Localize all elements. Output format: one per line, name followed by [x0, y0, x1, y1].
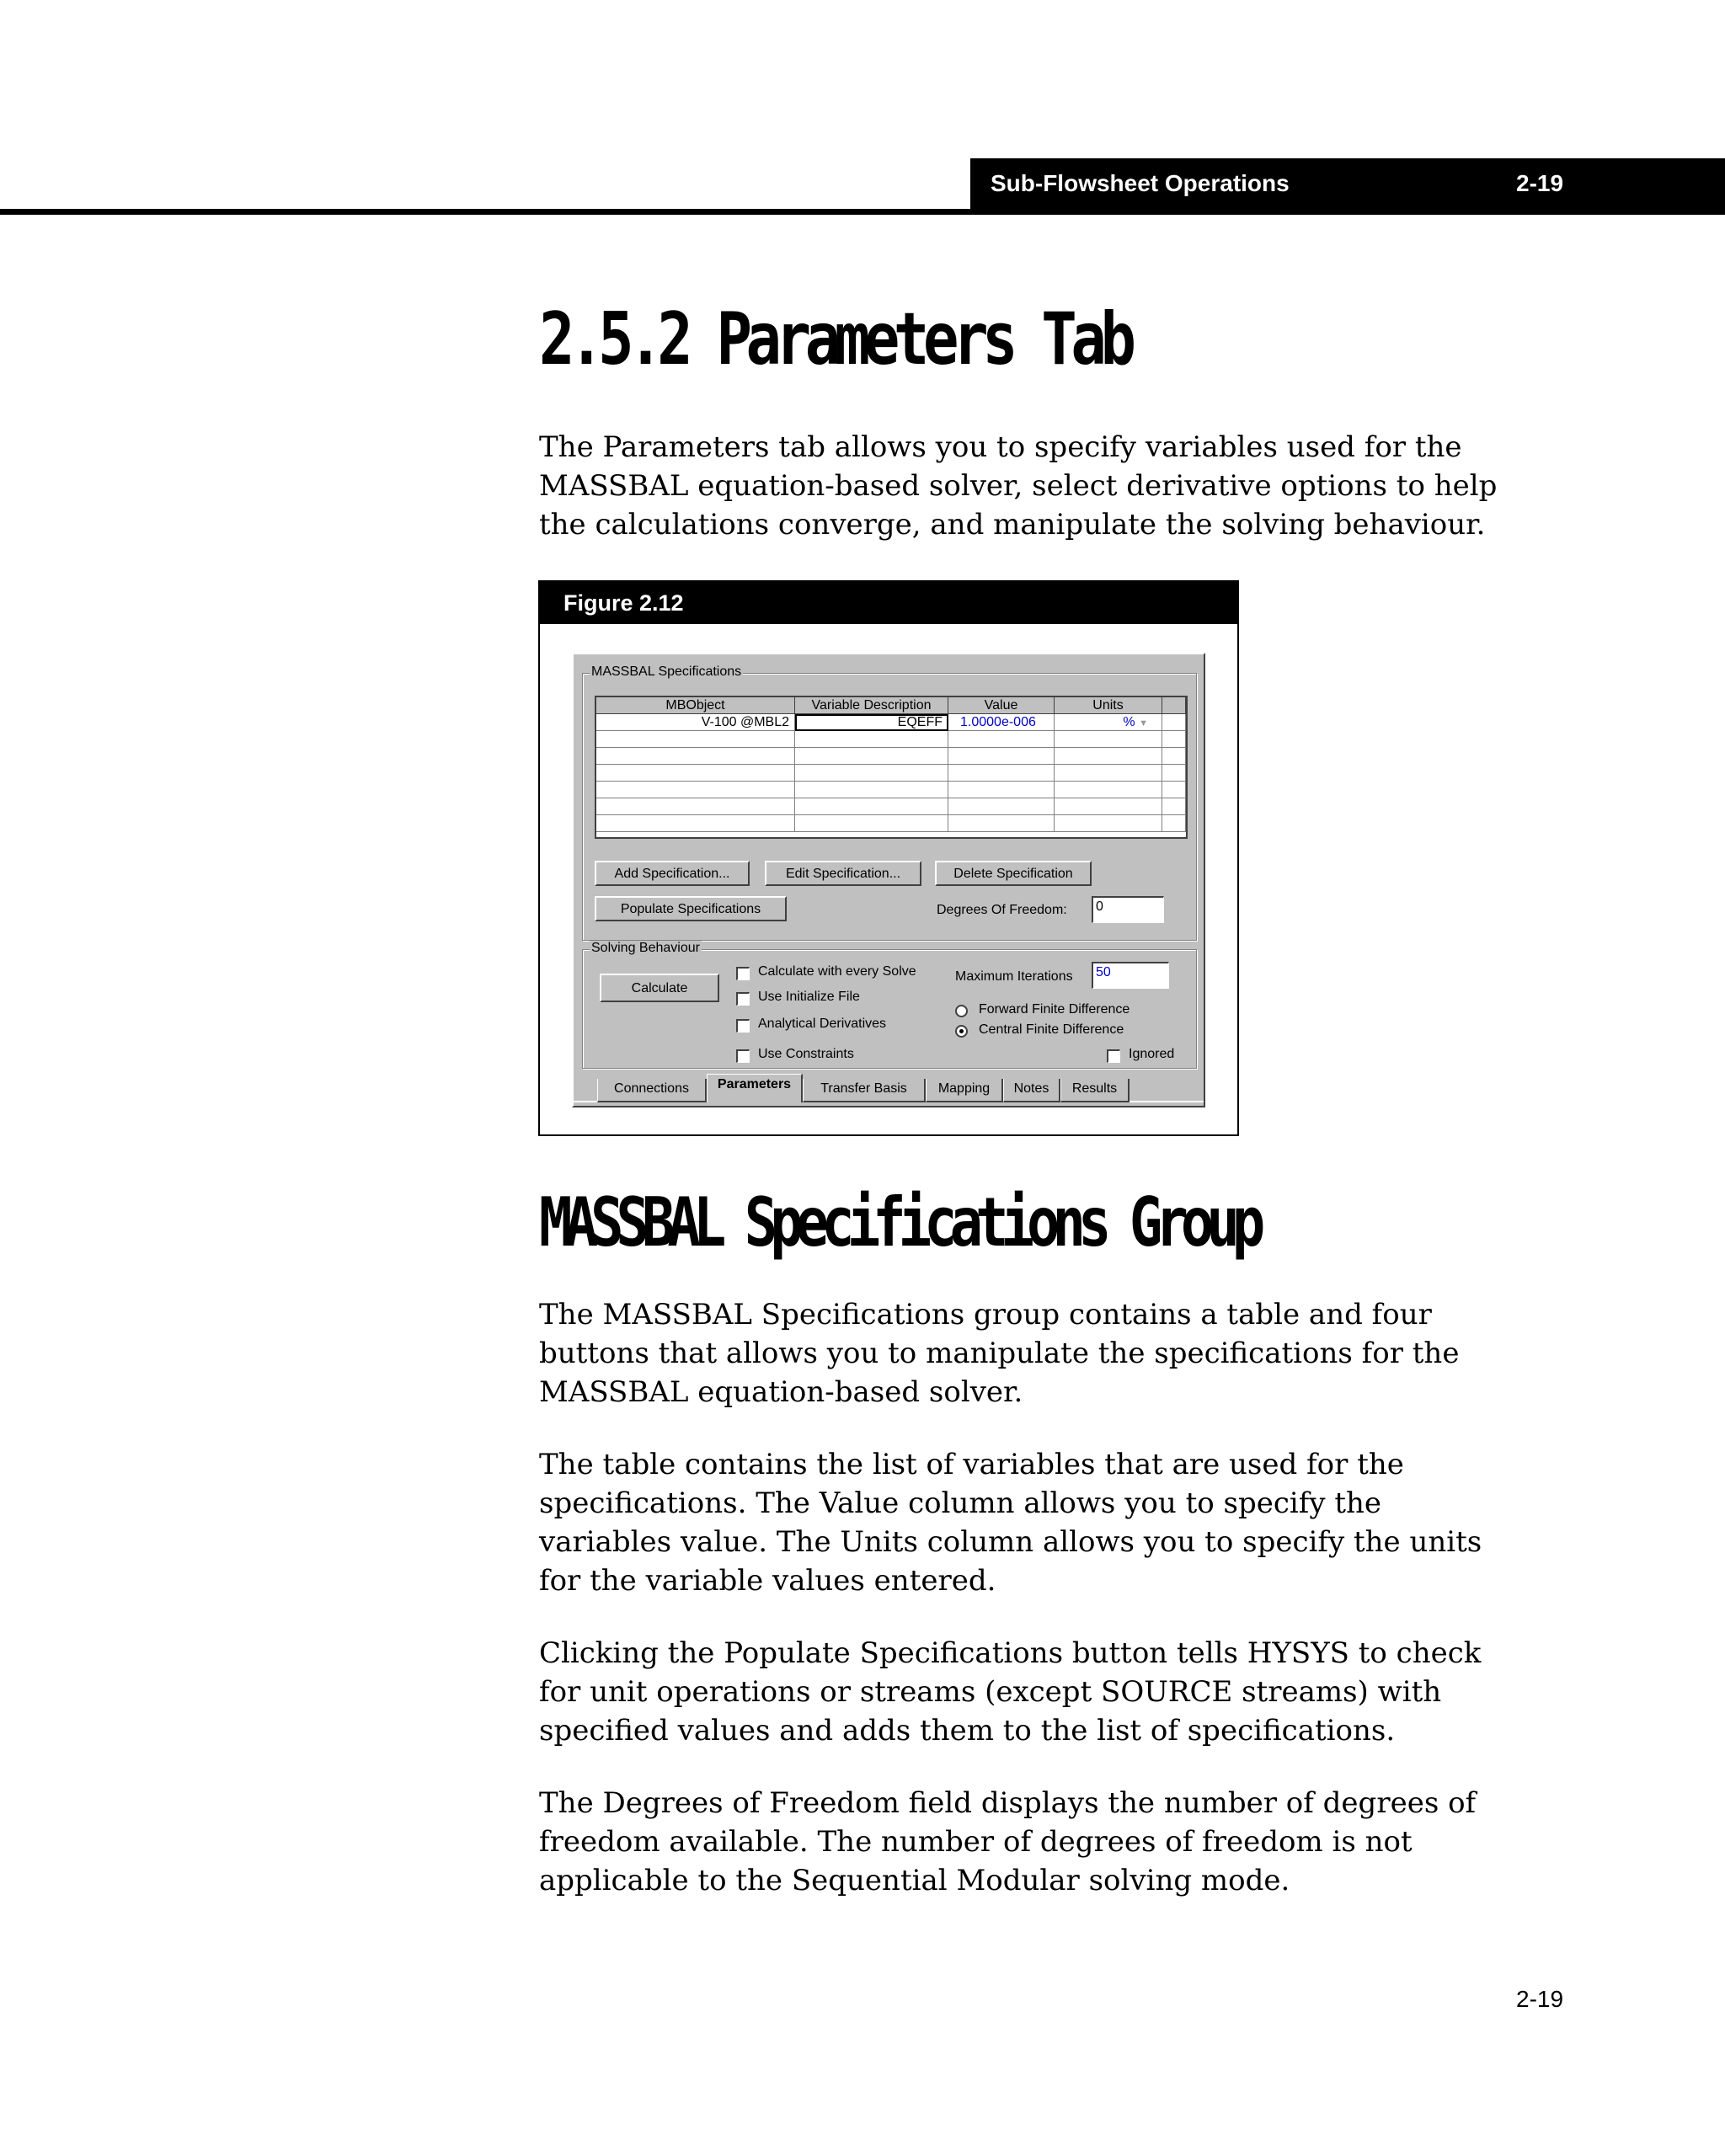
- calculate-every-solve-label: Calculate with every Solve: [758, 964, 916, 979]
- use-initialize-file-label: Use Initialize File: [758, 990, 860, 1004]
- empty-cell[interactable]: [795, 798, 948, 815]
- running-header: [970, 158, 1725, 211]
- empty-cell[interactable]: [1055, 798, 1162, 815]
- col-header-units[interactable]: Units: [1055, 697, 1162, 714]
- empty-cell[interactable]: [1055, 731, 1162, 748]
- central-difference-label: Central Finite Difference: [979, 1022, 1124, 1037]
- header-rule: [0, 209, 1725, 215]
- empty-cell[interactable]: [948, 765, 1055, 782]
- use-initialize-file-checkbox[interactable]: [736, 992, 750, 1006]
- empty-cell[interactable]: [948, 782, 1055, 798]
- footer-page-number: 2-19: [1516, 1986, 1564, 2012]
- empty-cell[interactable]: [1055, 782, 1162, 798]
- cell-blank: [1162, 714, 1186, 731]
- figure-2-12: [538, 580, 1239, 1136]
- tab-connections[interactable]: Connections: [597, 1079, 707, 1102]
- populate-specifications-button[interactable]: Populate Specifications: [595, 896, 787, 921]
- central-difference-radio[interactable]: [955, 1025, 968, 1038]
- empty-cell[interactable]: [596, 765, 795, 782]
- empty-cell[interactable]: [596, 782, 795, 798]
- degrees-of-freedom-label: Degrees Of Freedom:: [937, 903, 1067, 917]
- massbal-specifications-group: [582, 664, 1197, 941]
- group-legend: MASSBAL Specifications: [591, 664, 742, 679]
- empty-cell[interactable]: [596, 798, 795, 815]
- empty-cell[interactable]: [948, 731, 1055, 748]
- figure-caption-text: Figure 2.12: [563, 590, 684, 616]
- forward-difference-radio[interactable]: [955, 1005, 968, 1017]
- maximum-iterations-label: Maximum Iterations: [955, 969, 1073, 984]
- section-title: 2.5.2 Parameters Tab: [539, 297, 1130, 382]
- analytical-derivatives-checkbox[interactable]: [736, 1019, 750, 1033]
- tab-results[interactable]: Results: [1060, 1079, 1130, 1102]
- empty-cell: [1162, 765, 1186, 782]
- empty-cell[interactable]: [1055, 748, 1162, 765]
- empty-cell[interactable]: [795, 782, 948, 798]
- maximum-iterations-field[interactable]: 50: [1092, 962, 1169, 989]
- cell-variable[interactable]: EQEFF: [795, 714, 948, 731]
- empty-cell[interactable]: [596, 815, 795, 832]
- dropdown-arrow-icon[interactable]: ▼: [1139, 718, 1148, 728]
- delete-specification-button[interactable]: Delete Specification: [935, 861, 1092, 886]
- analytical-derivatives-label: Analytical Derivatives: [758, 1017, 887, 1031]
- header-page-number: 2-19: [1516, 170, 1564, 196]
- specifications-table[interactable]: [595, 696, 1188, 839]
- col-header-value[interactable]: Value: [948, 697, 1055, 714]
- body-paragraph: The Degrees of Freedom field displays the number of degrees of freedom available. The number of degrees of freedom is not applicable to the Sequential Modular solving mode.: [539, 1786, 1477, 1897]
- empty-cell: [1162, 748, 1186, 765]
- parameters-dialog: [572, 653, 1205, 1107]
- tab-strip: [574, 1074, 1204, 1106]
- cell-object[interactable]: V-100 @MBL2: [596, 714, 795, 731]
- empty-cell: [1162, 798, 1186, 815]
- empty-cell[interactable]: [795, 748, 948, 765]
- empty-cell[interactable]: [596, 731, 795, 748]
- empty-cell[interactable]: [948, 748, 1055, 765]
- col-header-blank: [1162, 697, 1186, 714]
- degrees-of-freedom-field: 0: [1092, 896, 1164, 923]
- empty-cell[interactable]: [1055, 765, 1162, 782]
- use-constraints-label: Use Constraints: [758, 1047, 854, 1061]
- ignored-label: Ignored: [1129, 1047, 1175, 1061]
- empty-cell[interactable]: [795, 731, 948, 748]
- group-title: MASSBAL Specifications Group: [539, 1183, 1258, 1262]
- calculate-every-solve-checkbox[interactable]: [736, 967, 750, 980]
- col-header-variable[interactable]: Variable Description: [795, 697, 948, 714]
- forward-difference-label: Forward Finite Difference: [979, 1002, 1130, 1017]
- group-legend: Solving Behaviour: [591, 941, 700, 955]
- figure-caption: [540, 582, 1237, 624]
- calculate-button[interactable]: Calculate: [600, 974, 719, 1002]
- cell-value[interactable]: 1.0000e-006: [948, 714, 1055, 731]
- tab-notes[interactable]: Notes: [1003, 1079, 1060, 1102]
- tab-mapping[interactable]: Mapping: [926, 1079, 1003, 1102]
- cell-units[interactable]: [1055, 714, 1162, 731]
- cell-units-text: %: [1123, 715, 1135, 729]
- tab-transfer-basis[interactable]: Transfer Basis: [803, 1079, 926, 1102]
- edit-specification-button[interactable]: Edit Specification...: [765, 861, 921, 886]
- solving-behaviour-group: [582, 941, 1197, 1069]
- empty-cell[interactable]: [948, 815, 1055, 832]
- empty-cell[interactable]: [596, 748, 795, 765]
- empty-cell[interactable]: [795, 815, 948, 832]
- add-specification-button[interactable]: Add Specification...: [595, 861, 750, 886]
- empty-cell: [1162, 731, 1186, 748]
- header-title: Sub-Flowsheet Operations: [991, 170, 1290, 196]
- body-paragraph: The table contains the list of variables that are used for the specifications. The Value column allows you to specify the variables value. The Units column allows you to specify the units for the variable values entered.: [539, 1448, 1482, 1598]
- tab-parameters[interactable]: Parameters: [707, 1074, 803, 1102]
- ignored-checkbox[interactable]: [1107, 1049, 1120, 1063]
- body-paragraph: Clicking the Populate Specifications button tells HYSYS to check for unit operations or streams (except SOURCE streams) with specified values and adds them to the list of specifications.: [539, 1636, 1482, 1748]
- empty-cell[interactable]: [795, 765, 948, 782]
- empty-cell: [1162, 815, 1186, 832]
- use-constraints-checkbox[interactable]: [736, 1049, 750, 1063]
- empty-cell[interactable]: [1055, 815, 1162, 832]
- intro-paragraph: The Parameters tab allows you to specify variables used for the MASSBAL equation-based solver, select derivative options to help the calculations converge, and manipulate the solving behaviour.: [539, 430, 1498, 542]
- body-paragraph: The MASSBAL Specifications group contains a table and four buttons that allows you to manipulate the specifications for the MASSBAL equation-based solver.: [539, 1298, 1460, 1409]
- empty-cell: [1162, 782, 1186, 798]
- empty-cell[interactable]: [948, 798, 1055, 815]
- col-header-mbobject[interactable]: MBObject: [596, 697, 795, 714]
